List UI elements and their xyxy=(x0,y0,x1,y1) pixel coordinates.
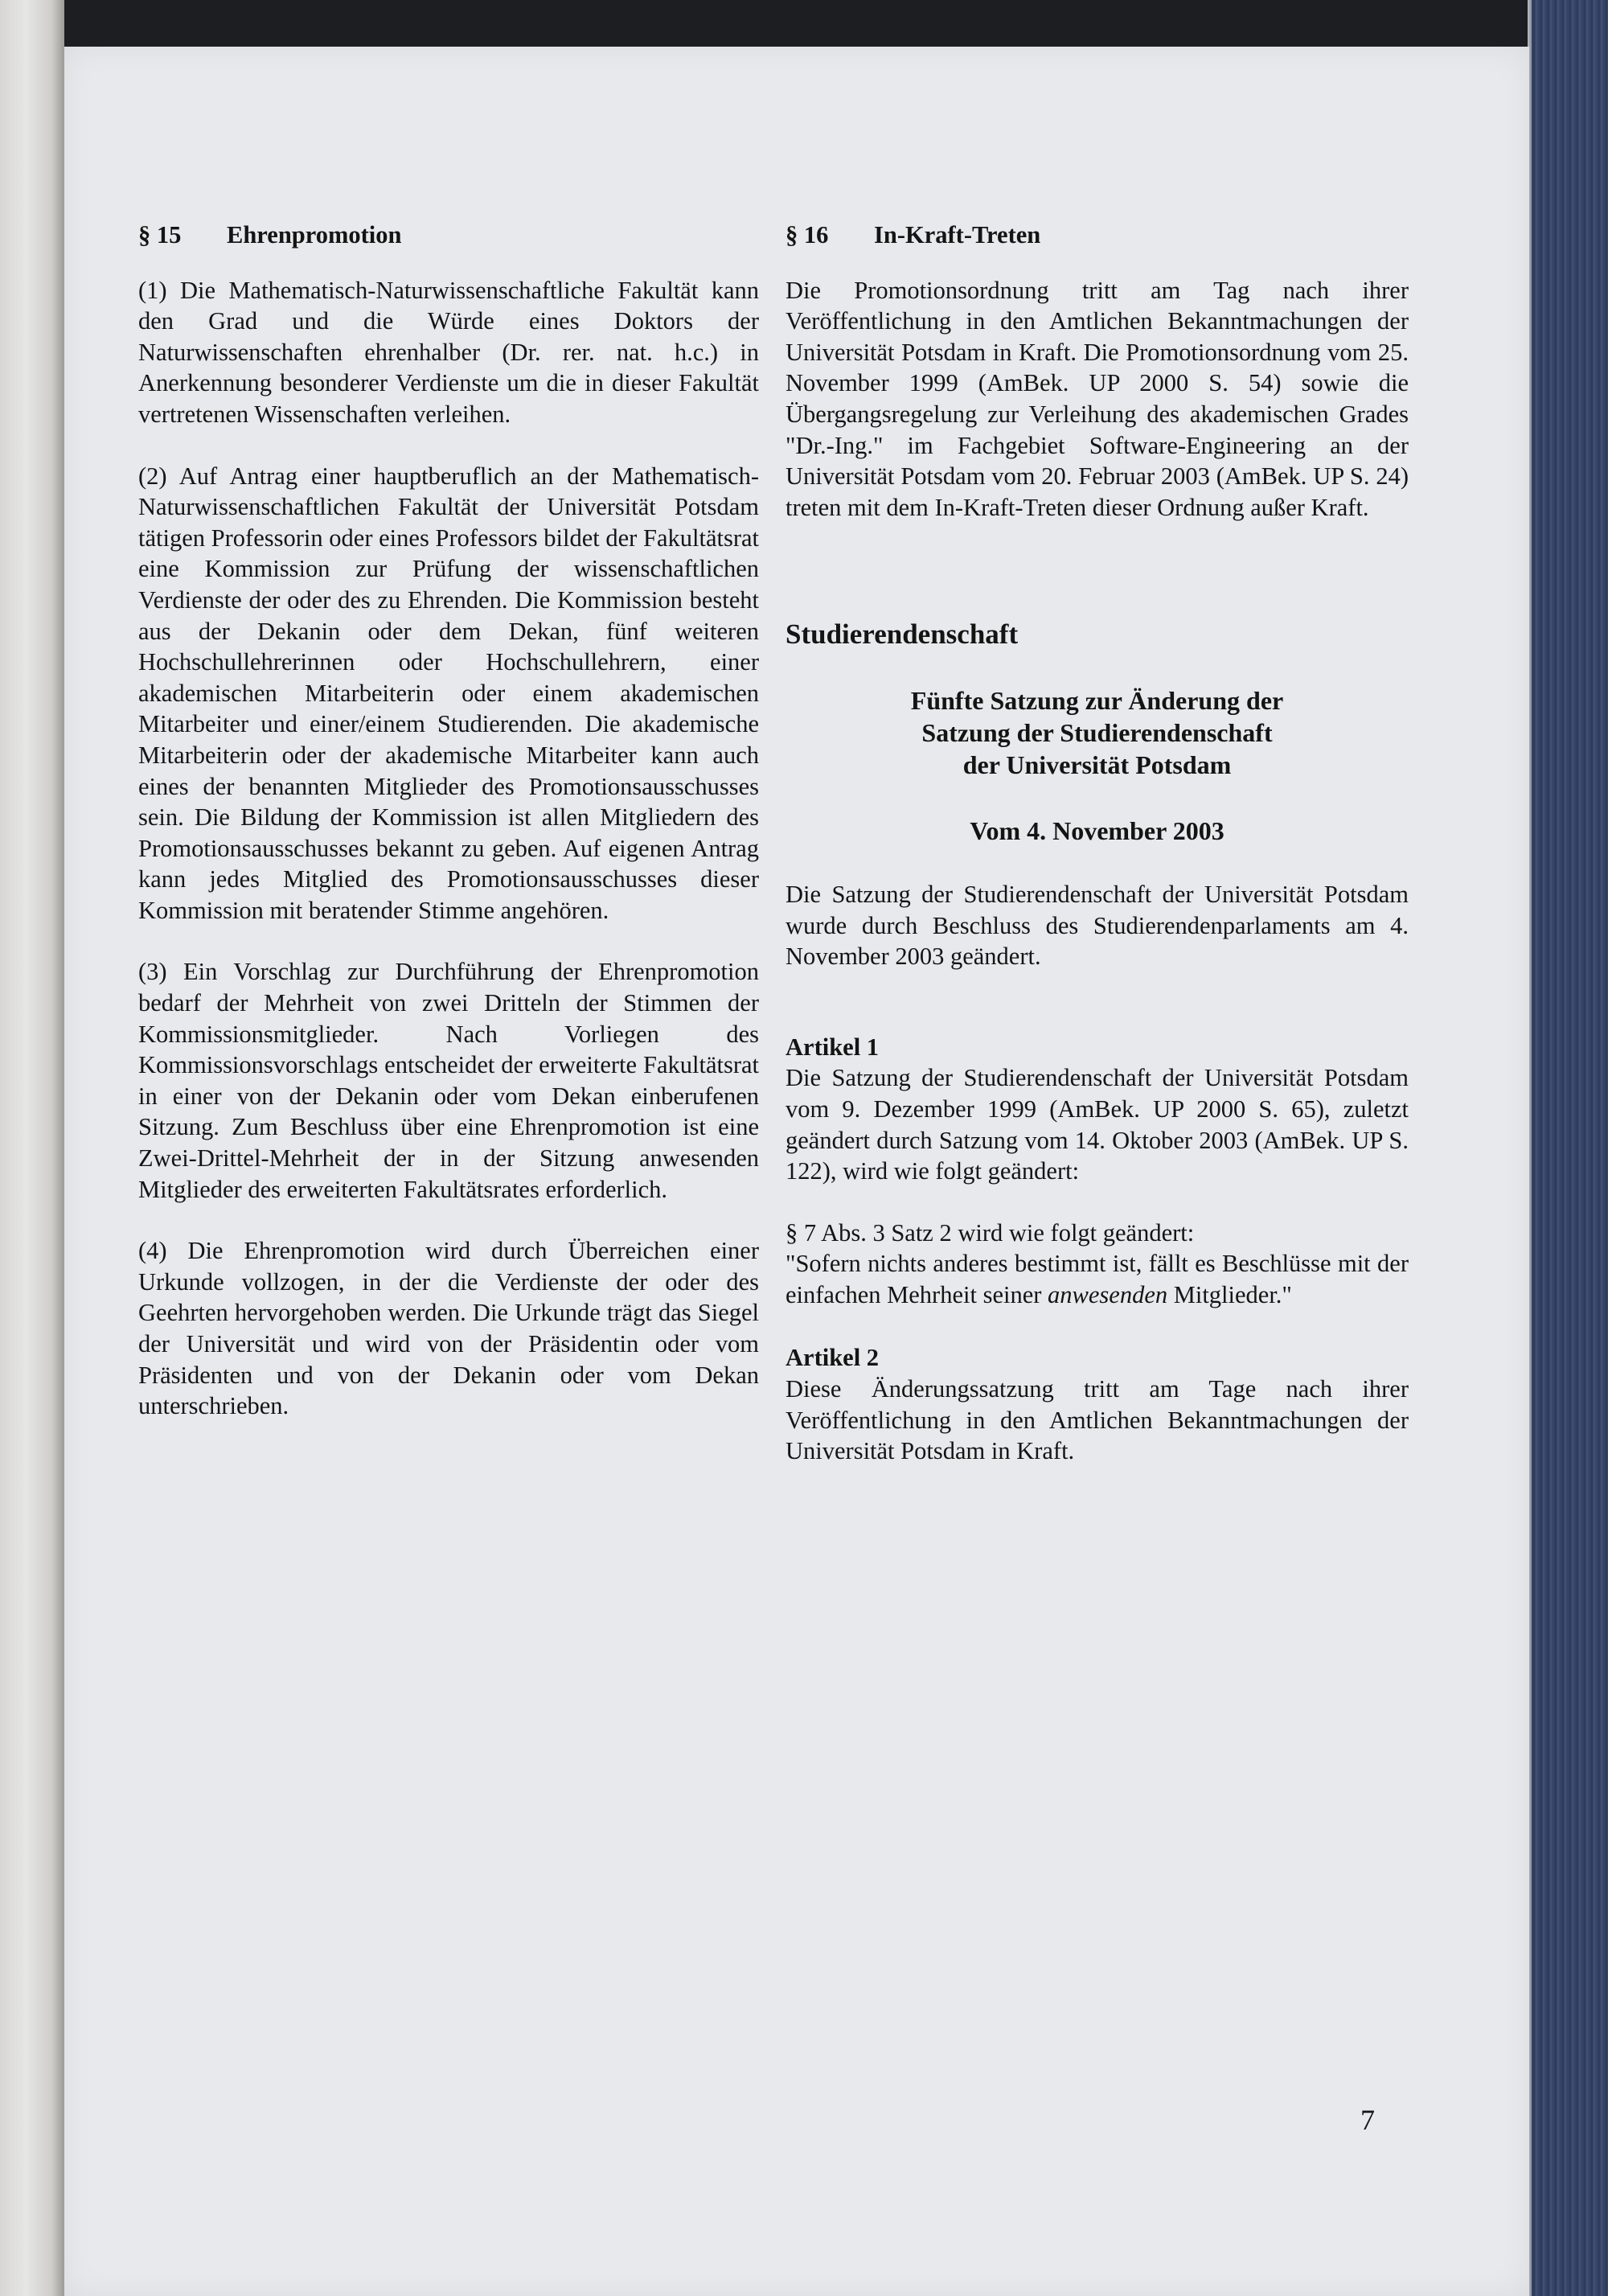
section-16-text: Die Promotionsordnung tritt am Tag nach ihrer Veröffentlichung in den Amtlichen Bekanntmachungen der Universität Potsdam in Kraft. Die Promotionsordnung vom 25. November 1999 (AmBek. UP 2000 S. 54) sowie die Übergangsregelung zur Verleihung des akademischen Grades "Dr.-Ing." im Fachgebiet Software-Engineering an der Universität Potsdam vom 20. Februar 2003 (AmBek. UP S. 24) treten mit dem In-Kraft-Treten dieser Ordnung außer Kraft. xyxy=(786,276,1409,521)
right-column xyxy=(786,220,1409,1467)
book-cover-binding xyxy=(1532,0,1608,2296)
statute-date: Vom 4. November 2003 xyxy=(970,815,1224,845)
statute-title xyxy=(786,684,1409,781)
section-16-heading xyxy=(786,220,1409,251)
quote-emphasis: anwesenden xyxy=(1048,1280,1168,1308)
statute-intro: Die Satzung der Studierendenschaft der Universität Potsdam wurde durch Beschluss des Studierendenparlaments am 4. November 2003 geändert. xyxy=(786,880,1409,971)
section-number: § 16 xyxy=(786,221,829,248)
article-1 xyxy=(786,1032,1409,1311)
article-2-title: Artikel 2 xyxy=(786,1344,880,1372)
quote-text-a: "Sofern nichts anderes bestimmt ist, fällt es Beschlüsse mit der einfachen Mehrheit seiner xyxy=(786,1250,1409,1308)
paragraph-2: (2) Auf Antrag einer hauptberuflich an der Mathematisch-Naturwissenschaftlichen Fakultät der Universität Potsdam tätigen Professorin oder eines Professors bildet der Fakultätsrat eine Kommission zur Prüfung der wissenschaftlichen Verdienste der oder des zu Ehrenden. Die Kommission besteht aus der Dekanin oder dem Dekan, fünf weiteren Hochschullehrerinnen oder Hochschullehrern, einer akademischen Mitarbeiterin oder einem akademischen Mitarbeiter und einer/einem Studierenden. Die akademische Mitarbeiterin oder der akademische Mitarbeiter kann auch eines der benannten Mitglieder des Promotionsausschusses sein. Die Bildung der Kommission ist allen Mitgliedern des Promotionsausschusses bekannt zu geben. Auf eigenen Antrag kann jedes Mitglied des Promotionsausschusses dieser Kommission mit beratender Stimme angehören. xyxy=(138,462,759,924)
article-1-text: Die Satzung der Studierendenschaft der Universität Potsdam vom 9. Dezember 1999 (AmBek. UP 2000 S. 65), zuletzt geändert durch Satzung vom 14. Oktober 2003 (AmBek. UP S. 122), wird wie folgt geändert: xyxy=(786,1064,1409,1185)
paragraph-1: (1) Die Mathematisch-Naturwissenschaftliche Fakultät kann den Grad und die Würde eines Doktors der Naturwissenschaften ehrenhalber (Dr. rer. nat. h.c.) in Anerkennung besonderer Verdienste um die in dieser Fakultät vertretenen Wissenschaften verleihen. xyxy=(138,276,759,428)
statute-title-line-1: Fünfte Satzung zur Änderung der xyxy=(910,685,1284,715)
paragraph-3: (3) Ein Vorschlag zur Durchführung der Ehrenpromotion bedarf der Mehrheit von zwei Dritteln der Stimmen der Kommissionsmitglieder. Nach Vorliegen des Kommissionsvorschlags entscheidet der erweiterte Fakultätsrat in einer von der Dekanin oder vom Dekan einberufenen Sitzung. Zum Beschluss über eine Ehrenpromotion ist eine Zwei-Drittel-Mehrheit der in der Sitzung anwesenden Mitglieder des erweiterten Fakultätsrates erforderlich. xyxy=(138,958,759,1203)
article-1-quote xyxy=(786,1248,1409,1310)
quote-text-b: Mitglieder." xyxy=(1167,1280,1292,1308)
article-2-text: Diese Änderungssatzung tritt am Tage nach ihrer Veröffentlichung in den Amtlichen Bekanntmachungen der Universität Potsdam in Kraft. xyxy=(786,1375,1409,1465)
section-number: § 15 xyxy=(138,221,182,248)
page-number: 7 xyxy=(1360,2104,1375,2136)
paragraph-4: (4) Die Ehrenpromotion wird durch Überreichen einer Urkunde vollzogen, in der die Verdienste der oder des Geehrten hervorgehoben werden. Die Urkunde trägt das Siegel der Universität und wird von der Präsidentin oder vom Präsidenten und von der Dekanin oder vom Dekan unterschrieben. xyxy=(138,1237,759,1420)
adjacent-page-edge xyxy=(0,0,64,2296)
article-1-title: Artikel 1 xyxy=(786,1033,880,1061)
statute-title-line-2: Satzung der Studierendenschaft xyxy=(921,717,1273,747)
left-column xyxy=(138,220,759,1422)
article-2 xyxy=(786,1342,1409,1466)
section-title: In-Kraft-Treten xyxy=(874,221,1041,248)
section-title: Ehrenpromotion xyxy=(227,221,402,248)
studierendenschaft-heading: Studierendenschaft xyxy=(786,618,1019,651)
section-15-heading xyxy=(138,220,759,251)
document-page xyxy=(64,47,1529,2296)
article-1-change: § 7 Abs. 3 Satz 2 wird wie folgt geändert: xyxy=(786,1218,1195,1247)
statute-title-line-3: der Universität Potsdam xyxy=(962,750,1232,779)
